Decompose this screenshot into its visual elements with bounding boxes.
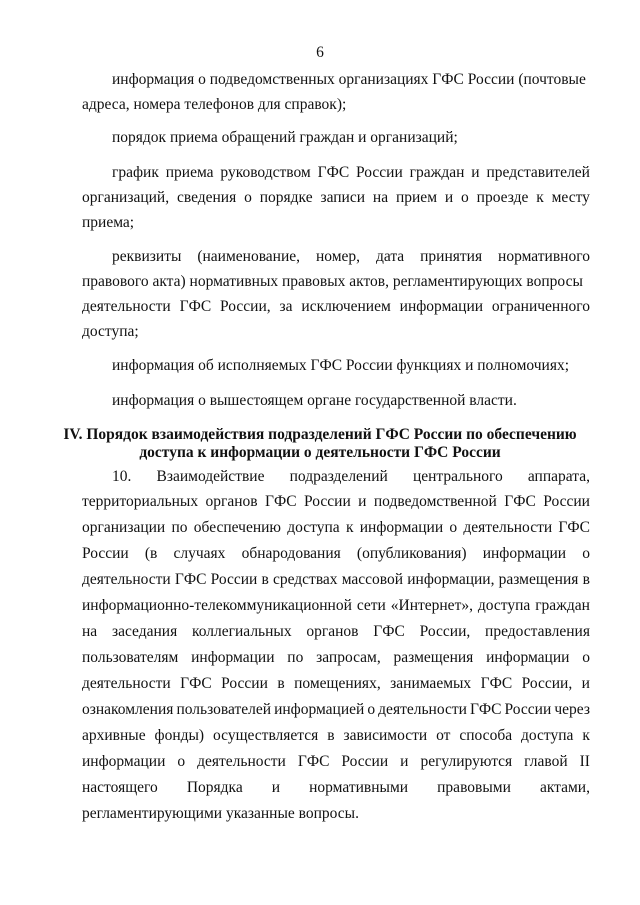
word: предоставления [485, 623, 590, 640]
word: информацией [274, 701, 365, 718]
word: дата [375, 248, 405, 265]
word: сети [356, 597, 386, 614]
word: прием [395, 189, 437, 206]
word: центрального [412, 468, 503, 485]
word: пользователям [82, 649, 179, 666]
item-requisites-line2: правового акта) нормативных правовых актов, регламентирующих вопросы [82, 273, 583, 290]
item-requisites-line4: доступа; [82, 323, 139, 340]
paragraph10-line6 [82, 596, 590, 616]
word: доступа [521, 727, 574, 744]
word: организации [82, 519, 166, 536]
word: обнародования [241, 545, 341, 562]
word: нормативными [309, 779, 409, 796]
word: актами, [539, 779, 590, 796]
word: граждан [409, 164, 465, 181]
word: деятельности [463, 519, 553, 536]
word: размещения [393, 649, 474, 666]
word: подразделений [289, 468, 388, 485]
word: о [449, 519, 458, 536]
word: и [400, 753, 409, 770]
word: России [210, 571, 258, 588]
word: доступа [477, 597, 531, 614]
word: (наименование, [197, 248, 301, 265]
word: и [271, 779, 281, 796]
word: ГФС [504, 493, 536, 510]
paragraph10-line10 [82, 700, 590, 720]
word: ГФС [480, 675, 513, 692]
item-subordinate-info-line1: информация о подведомственных организациях ГФС России (почтовые [112, 71, 586, 88]
word: помещениях, [294, 675, 381, 692]
section-heading-line1: IV. Порядок взаимодействия подразделений ГФС России по обеспечению [63, 426, 577, 443]
item-reception-schedule-line2 [82, 188, 590, 208]
word: в [261, 571, 269, 588]
word: архивные [82, 727, 146, 744]
section-heading-line2: доступа к информации о деятельности ГФС России [139, 444, 501, 461]
word: территориальных [82, 493, 199, 510]
word: занимаемых [390, 675, 472, 692]
word: ГФС [265, 493, 297, 510]
word: России [304, 493, 351, 510]
word: о [582, 545, 590, 562]
word: в [327, 727, 335, 744]
word: на [82, 623, 98, 640]
word: к [582, 727, 590, 744]
word: деятельности [197, 753, 286, 770]
word: от [436, 727, 451, 744]
word: к [536, 189, 544, 206]
word: месту [551, 189, 590, 206]
word: сведения [176, 189, 237, 206]
word: деятельности [82, 298, 171, 315]
word: аппарата, [527, 468, 590, 485]
word: о [177, 753, 186, 770]
word: главой [524, 753, 568, 770]
word: о [367, 701, 376, 718]
word: и [471, 164, 480, 181]
word: информации [191, 649, 275, 666]
word: по [171, 519, 188, 536]
word: правовыми [437, 779, 511, 796]
word: настоящего [82, 779, 158, 796]
item-subordinate-info-line2: адреса, номера телефонов для справок); [82, 96, 347, 113]
word: коллегиальных [192, 623, 292, 640]
word: график [112, 164, 159, 181]
item-requisites-line3 [82, 297, 590, 317]
word: ограниченного [491, 298, 590, 315]
word: информации [82, 753, 166, 770]
word: России [356, 164, 403, 181]
word: в [582, 571, 590, 588]
paragraph10-line3 [82, 518, 590, 538]
word: органов [205, 493, 258, 510]
word: на [372, 189, 389, 206]
page-number: 6 [316, 44, 324, 61]
word: размещения [498, 571, 579, 588]
word: подведомственной [373, 493, 497, 510]
paragraph10-line9 [82, 674, 590, 694]
word: записи [320, 189, 366, 206]
word: ГФС [469, 701, 502, 718]
word: ГФС [317, 164, 350, 181]
paragraph10-line1 [112, 467, 590, 487]
word: информации [486, 649, 570, 666]
word: о [244, 189, 252, 206]
word: способа [459, 727, 513, 744]
item-reception-schedule-line3: приема; [82, 214, 135, 231]
word: заседания [111, 623, 178, 640]
word: через [554, 701, 590, 718]
word: запросам, [316, 649, 381, 666]
word: органов [306, 623, 359, 640]
paragraph10-line12 [82, 752, 590, 772]
word: и [444, 189, 454, 206]
word: информации [359, 519, 444, 536]
word: 10. [112, 468, 132, 485]
paragraph10-line8 [82, 648, 590, 668]
word: граждан [535, 597, 590, 614]
item-reception-schedule-line1 [112, 163, 590, 183]
word: реквизиты [112, 248, 182, 265]
word: России [504, 701, 552, 718]
word: в [277, 675, 285, 692]
word: России [341, 753, 389, 770]
word: «Интернет», [390, 597, 473, 614]
word: пользователей [176, 701, 272, 718]
word: России, [220, 298, 271, 315]
item-appeals-order: порядок приема обращений граждан и организаций; [112, 129, 458, 146]
word: случаях [173, 545, 226, 562]
word: принятия [420, 248, 483, 265]
word: информационно-телекоммуникационной [82, 597, 352, 614]
word: России [82, 545, 129, 562]
word: к [345, 519, 354, 536]
word: о [461, 189, 469, 206]
word: регулируются [420, 753, 513, 770]
word: деятельности [82, 675, 171, 692]
word: ГФС [297, 753, 330, 770]
word: представителей [486, 164, 590, 181]
word: ГФС [558, 519, 590, 536]
word: организаций, [82, 189, 170, 206]
word: ГФС [174, 571, 207, 588]
word: России, [419, 623, 471, 640]
word: (в [144, 545, 158, 562]
word: (опубликования) [356, 545, 467, 562]
word: II [579, 753, 590, 770]
word: порядке [259, 189, 313, 206]
item-superior-body-info: информация о вышестоящем органе государственной власти. [112, 392, 517, 409]
item-requisites-line1 [112, 247, 590, 267]
word: ознакомления [82, 701, 174, 718]
word: и [581, 675, 590, 692]
word: ГФС [180, 675, 212, 692]
word: информации [482, 545, 567, 562]
paragraph10-line7 [82, 622, 590, 642]
word: России [543, 493, 590, 510]
word: средствах [272, 571, 338, 588]
word: России, [521, 675, 573, 692]
word: информации [399, 298, 484, 315]
item-functions-info: информация об исполняемых ГФС России функциях и полномочиях; [112, 357, 570, 374]
word: Взаимодействие [156, 468, 265, 485]
word: информации, [407, 571, 495, 588]
word: о [582, 649, 590, 666]
word: зависимости [343, 727, 428, 744]
word: и [358, 493, 367, 510]
word: за [279, 298, 293, 315]
word: руководством [220, 164, 311, 181]
word: номер, [315, 248, 361, 265]
word: Порядка [186, 779, 243, 796]
word: обеспечению [193, 519, 282, 536]
word: массовой [341, 571, 404, 588]
paragraph10-line4 [82, 544, 590, 564]
word: приема [165, 164, 214, 181]
paragraph10-line2 [82, 492, 590, 512]
word: доступа [287, 519, 340, 536]
word: нормативного [498, 248, 590, 265]
word: России [221, 675, 268, 692]
word: ГФС [373, 623, 405, 640]
word: исключением [301, 298, 391, 315]
word: деятельности [82, 571, 171, 588]
word: деятельности [378, 701, 467, 718]
word: фонды) [154, 727, 205, 744]
paragraph10-line11 [82, 726, 590, 746]
word: по [287, 649, 304, 666]
word: проезде [476, 189, 529, 206]
paragraph10-line13 [82, 778, 590, 798]
paragraph10-line14: регламентирующими указанные вопросы. [82, 805, 359, 822]
word: ГФС [179, 298, 212, 315]
paragraph10-line5 [82, 570, 590, 590]
word: осуществляется [213, 727, 319, 744]
